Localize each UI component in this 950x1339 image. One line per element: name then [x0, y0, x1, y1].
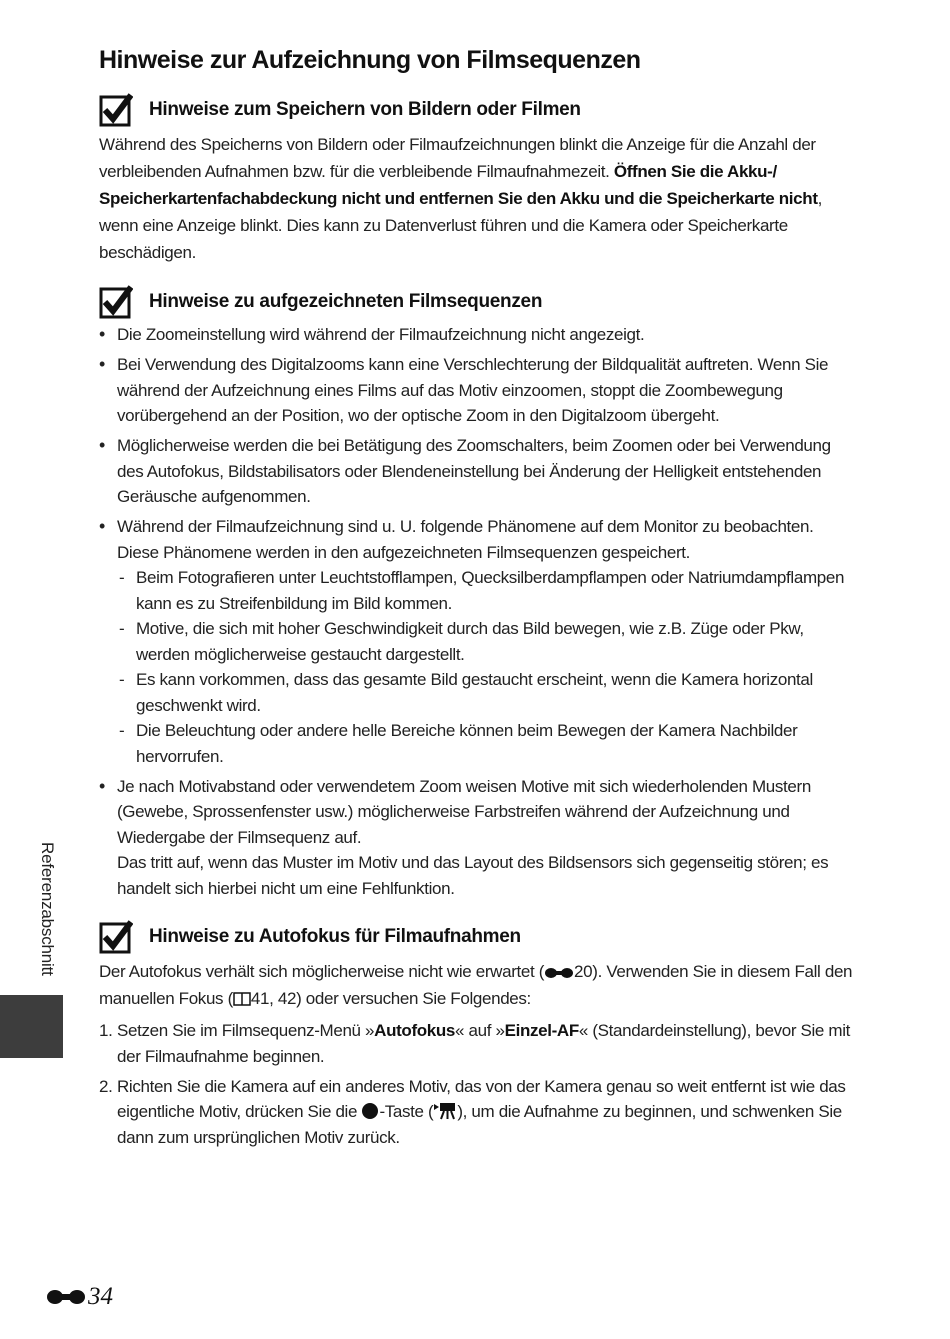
note-paragraph	[99, 958, 859, 1012]
reference-section-icon	[46, 1287, 86, 1307]
sub-list-item: - Motive, die sich mit hoher Geschwindigkeit durch das Bild bewegen, wie z.B. Züge oder Pkw, werden möglicherweise gestaucht dargestellt.	[117, 616, 851, 667]
paragraph-text: ). Verwenden Sie in diesem Fall den manuellen Fokus (	[99, 962, 853, 1008]
sub-list-item: - Beim Fotografieren unter Leuchtstofflampen, Quecksilberdampflampen oder Natriumdampflampen kann es zu Streifenbildung im Bild kommen.	[117, 565, 851, 616]
list-item-text: Je nach Motivabstand oder verwendetem Zoom weisen Motive mit sich wiederholenden Mustern (Gewebe, Sprossenfenster usw.) möglicherweise Farbstreifen während der Aufzeichnung und Wiedergabe der Filmsequenz auf.	[117, 776, 811, 847]
list-item	[99, 1074, 851, 1151]
bullet-list	[99, 322, 851, 906]
list-item-text: Das tritt auf, wenn das Muster im Motiv und das Layout des Bildsensors sich gegenseitig stören; es handelt sich hierbei nicht um eine Fehlfunktion.	[117, 853, 829, 898]
list-item: • Die Zoomeinstellung wird während der Filmaufzeichnung nicht angezeigt.	[99, 322, 851, 348]
list-item	[99, 774, 851, 902]
page-number-text: 34	[88, 1283, 113, 1310]
step-text: « auf »	[455, 1021, 505, 1040]
paragraph-text: Während des Speicherns von Bildern oder Filmaufzeichnungen blinkt die Anzeige für die Anzahl der verbleibenden Aufnahmen bzw. für die verbleibende Filmaufnahmezeit.	[99, 135, 816, 181]
checkmark-icon	[99, 285, 133, 319]
list-item	[99, 514, 851, 769]
section-tab	[0, 995, 63, 1058]
list-item: • Möglicherweise werden die bei Betätigung des Zoomschalters, beim Zoomen oder bei Verwendung des Autofokus, Bildstabilisators oder Blendeneinstellung bei Änderung der Helligkeit entstehenden Geräusche aufgenommen.	[99, 433, 851, 510]
page-number	[46, 1283, 113, 1311]
checkmark-icon	[99, 93, 133, 127]
note-heading-recorded-movies	[99, 285, 542, 319]
step-text: Richten Sie die Kamera auf ein anderes Motiv, das von der Kamera genau so weit entfernt ist wie das eigentliche Motiv, drücken Sie die	[117, 1076, 846, 1121]
note-heading-saving	[99, 93, 581, 127]
record-button-icon	[361, 1102, 379, 1120]
page-title: Hinweise zur Aufzeichnung von Filmsequenzen	[99, 46, 641, 74]
menu-option-text: Einzel-AF	[504, 1021, 579, 1040]
step-number: 2.	[99, 1076, 113, 1096]
list-item: • Bei Verwendung des Digitalzooms kann eine Verschlechterung der Bildqualität auftreten. Wenn Sie während der Aufzeichnung eines Films auf das Motiv einzoomen, stoppt die Zoombewegung vorübergehend an der Position, wo der optische Zoom in den Digitalzoom übergeht.	[99, 352, 851, 429]
paragraph-text: ) oder versuchen Sie Folgendes:	[296, 989, 531, 1008]
note-paragraph	[99, 131, 859, 266]
sub-list-item: - Die Beleuchtung oder andere helle Bereiche können beim Bewegen der Kamera Nachbilder hervorrufen.	[117, 718, 851, 769]
note-title: Hinweise zu aufgezeichneten Filmsequenzen	[149, 291, 543, 312]
page-reference: 41, 42	[250, 989, 297, 1008]
sub-list-item: - Es kann vorkommen, dass das gesamte Bild gestaucht erscheint, wenn die Kamera horizontal geschwenkt wird.	[117, 667, 851, 718]
step-number: 1.	[99, 1021, 113, 1040]
note-title: Hinweise zu Autofokus für Filmaufnahmen	[149, 926, 521, 947]
list-item-text: Während der Filmaufzeichnung sind u. U. folgende Phänomene auf dem Monitor zu beobachten. Diese Phänomene werden in den aufgezeichneten Filmsequenzen gespeichert.	[117, 517, 814, 562]
paragraph-text: Der Autofokus verhält sich möglicherweise nicht wie erwartet (	[99, 962, 545, 981]
paragraph-text: , wenn eine Anzeige blinkt. Dies kann zu Datenverlust führen und die Kamera oder Speicherkarte beschädigen.	[99, 189, 823, 262]
step-text: Setzen Sie im Filmsequenz-Menü »	[117, 1021, 375, 1040]
section-side-label: Referenzabschnitt	[38, 842, 57, 976]
step-text: ), um die Aufnahme zu beginnen, und schwenken Sie dann zum ursprünglichen Motiv zurück.	[117, 1102, 842, 1147]
note-title: Hinweise zum Speichern von Bildern oder Filmen	[149, 99, 581, 120]
sub-list	[117, 565, 851, 769]
menu-option-text: Autofokus	[374, 1021, 456, 1040]
checkmark-icon	[99, 920, 133, 954]
step-text: -Taste (	[379, 1102, 434, 1121]
step-text: « (Standardeinstellung), bevor Sie mit der Filmaufnahme beginnen.	[117, 1021, 851, 1066]
book-icon	[233, 991, 251, 1007]
note-heading-autofocus	[99, 920, 521, 954]
page-reference: 20	[574, 962, 593, 981]
reference-section-icon	[544, 966, 574, 980]
numbered-list	[99, 1018, 851, 1155]
movie-record-icon	[433, 1102, 457, 1120]
list-item	[99, 1018, 851, 1069]
warning-text: Öffnen Sie die Akku-/ Speicherkartenfachabdeckung nicht und entfernen Sie den Akku und die Speicherkarte nicht	[99, 162, 818, 208]
